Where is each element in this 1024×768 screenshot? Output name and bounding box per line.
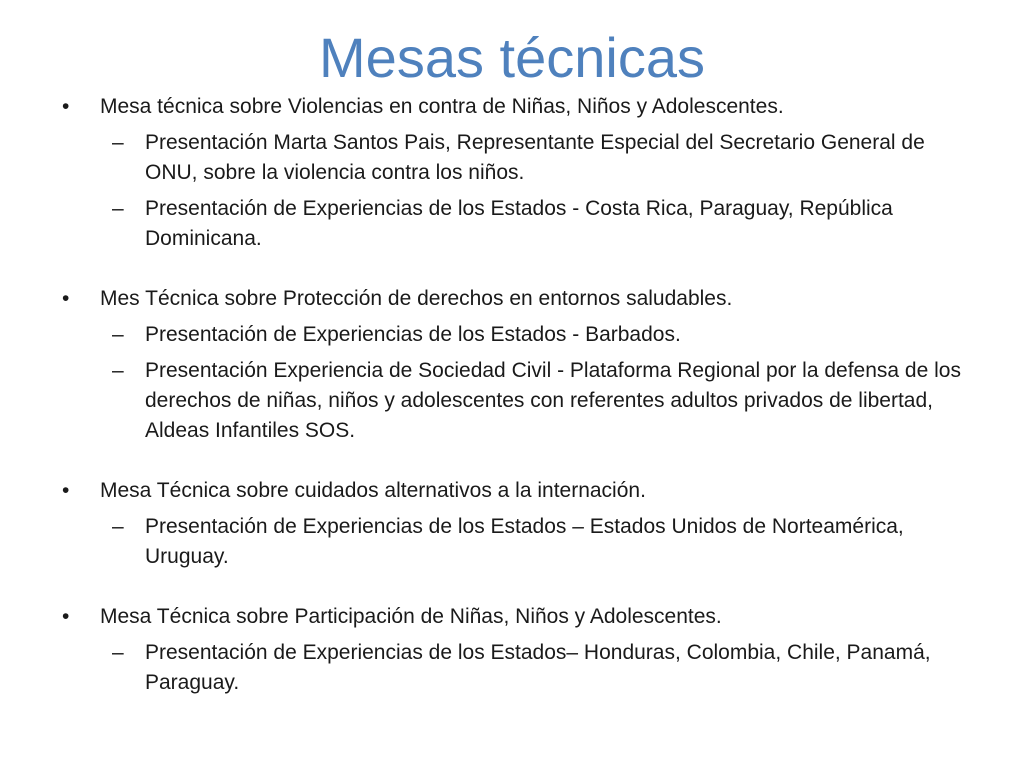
- dash-icon: –: [112, 515, 124, 538]
- bullet-icon: •: [62, 479, 70, 502]
- dash-icon: –: [112, 359, 124, 382]
- bullet-item: [60, 602, 980, 632]
- sub-bullet-text: Presentación de Experiencias de los Estados – Estados Unidos de Norteamérica, Uruguay.: [145, 515, 904, 568]
- sub-bullet-item: [60, 638, 980, 698]
- topic-participacion: [60, 602, 980, 698]
- dash-icon: –: [112, 131, 124, 154]
- bullet-item: [60, 476, 980, 506]
- sub-bullet-text: Presentación de Experiencias de los Estados– Honduras, Colombia, Chile, Panamá, Paraguay.: [145, 641, 931, 694]
- topic-violencias: [60, 92, 980, 254]
- bullet-icon: •: [62, 95, 70, 118]
- dash-icon: –: [112, 641, 124, 664]
- topic-cuidados: [60, 476, 980, 572]
- sub-bullet-item: [60, 320, 980, 350]
- bullet-item: [60, 92, 980, 122]
- sub-bullet-item: [60, 512, 980, 572]
- sub-bullet-item: [60, 194, 980, 254]
- topic-proteccion: [60, 284, 980, 446]
- bullet-text: Mesa Técnica sobre cuidados alternativos a la internación.: [100, 479, 646, 502]
- bullet-text: Mesa técnica sobre Violencias en contra de Niñas, Niños y Adolescentes.: [100, 95, 784, 118]
- dash-icon: –: [112, 323, 124, 346]
- bullet-text: Mesa Técnica sobre Participación de Niñas, Niños y Adolescentes.: [100, 605, 722, 628]
- bullet-item: [60, 284, 980, 314]
- sub-bullet-item: [60, 356, 980, 446]
- bullet-text: Mes Técnica sobre Protección de derechos en entornos saludables.: [100, 287, 733, 310]
- sub-bullet-item: [60, 128, 980, 188]
- sub-bullet-text: Presentación Experiencia de Sociedad Civil - Plataforma Regional por la defensa de los derechos de niñas, niños y adolescentes con referentes adultos privados de libertad, Aldeas Infantiles SOS.: [145, 359, 961, 442]
- sub-bullet-text: Presentación Marta Santos Pais, Representante Especial del Secretario General de ONU, sobre la violencia contra los niños.: [145, 131, 925, 184]
- bullet-icon: •: [62, 605, 70, 628]
- slide-title: Mesas técnicas: [319, 26, 705, 89]
- bullet-icon: •: [62, 287, 70, 310]
- dash-icon: –: [112, 197, 124, 220]
- slide-content: [60, 92, 980, 728]
- sub-bullet-text: Presentación de Experiencias de los Estados - Costa Rica, Paraguay, República Dominicana.: [145, 197, 893, 250]
- sub-bullet-text: Presentación de Experiencias de los Estados - Barbados.: [145, 323, 681, 346]
